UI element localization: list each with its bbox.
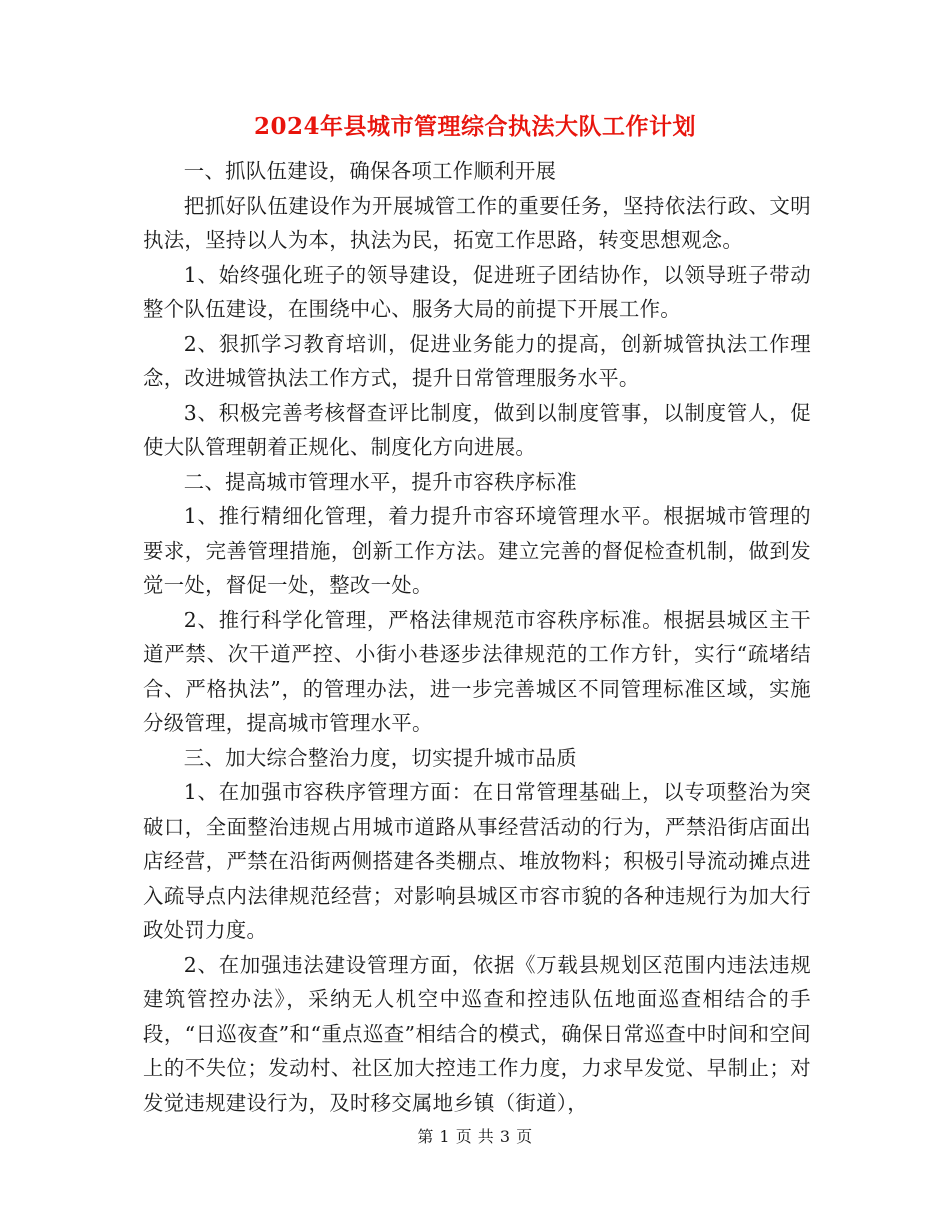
page-number-footer: 第 1 页 共 3 页 xyxy=(417,1127,533,1146)
document-body xyxy=(143,154,811,1120)
section-heading-3: 三、加大综合整治力度，切实提升城市品质 xyxy=(183,745,577,770)
paragraph: 把抓好队伍建设作为开展城管工作的重要任务，坚持依法行政、文明执法，坚持以人为本，执法为民，拓宽工作思路，转变思想观念。 xyxy=(143,193,811,252)
section-heading-1: 一、抓队伍建设，确保各项工作顺利开展 xyxy=(183,159,557,183)
paragraph: 3、积极完善考核督查评比制度，做到以制度管事，以制度管人，促使大队管理朝着正规化、制度化方向进展。 xyxy=(143,400,811,459)
paragraph: 1、推行精细化管理，着力提升市容环境管理水平。根据城市管理的要求，完善管理措施，创新工作方法。建立完善的督促检查机制，做到发觉一处，督促一处，整改一处。 xyxy=(143,504,811,597)
section-heading-2: 二、提高城市管理水平，提升市容秩序标准 xyxy=(183,469,577,494)
paragraph: 1、始终强化班子的领导建设，促进班子团结协作，以领导班子带动整个队伍建设，在围绕中心、服务大局的前提下开展工作。 xyxy=(143,262,811,321)
paragraph: 1、在加强市容秩序管理方面：在日常管理基础上，以专项整治为突破口，全面整治违规占用城市道路从事经营活动的行为，严禁沿街店面出店经营，严禁在沿街两侧搭建各类棚点、堆放物料；积极引导流动摊点进入疏导点内法律规范经营；对影响县城区市容市貌的各种违规行为加大行政处罚力度。 xyxy=(143,780,811,942)
paragraph: 2、在加强违法建设管理方面，依据《万载县规划区范围内违法违规建筑管控办法》，采纳无人机空中巡查和控违队伍地面巡查相结合的手段，“日巡夜查”和“重点巡查”相结合的模式，确保日常巡查中时间和空间上的不失位；发动村、社区加大控违工作力度，力求早发觉、早制止；对发觉违规建设行为，及时移交属地乡镇（街道）， xyxy=(143,952,811,1115)
paragraph: 2、推行科学化管理，严格法律规范市容秩序标准。根据县城区主干道严禁、次干道严控、小街小巷逐步法律规范的工作方针，实行“疏堵结合、严格执法”，的管理办法，进一步完善城区不同管理标准区域，实施分级管理，提高城市管理水平。 xyxy=(143,607,811,735)
paragraph: 2、狠抓学习教育培训，促进业务能力的提高，创新城管执法工作理念，改进城管执法工作方式，提升日常管理服务水平。 xyxy=(143,331,811,390)
document-title: 2024年县城市管理综合执法大队工作计划 xyxy=(253,113,696,140)
